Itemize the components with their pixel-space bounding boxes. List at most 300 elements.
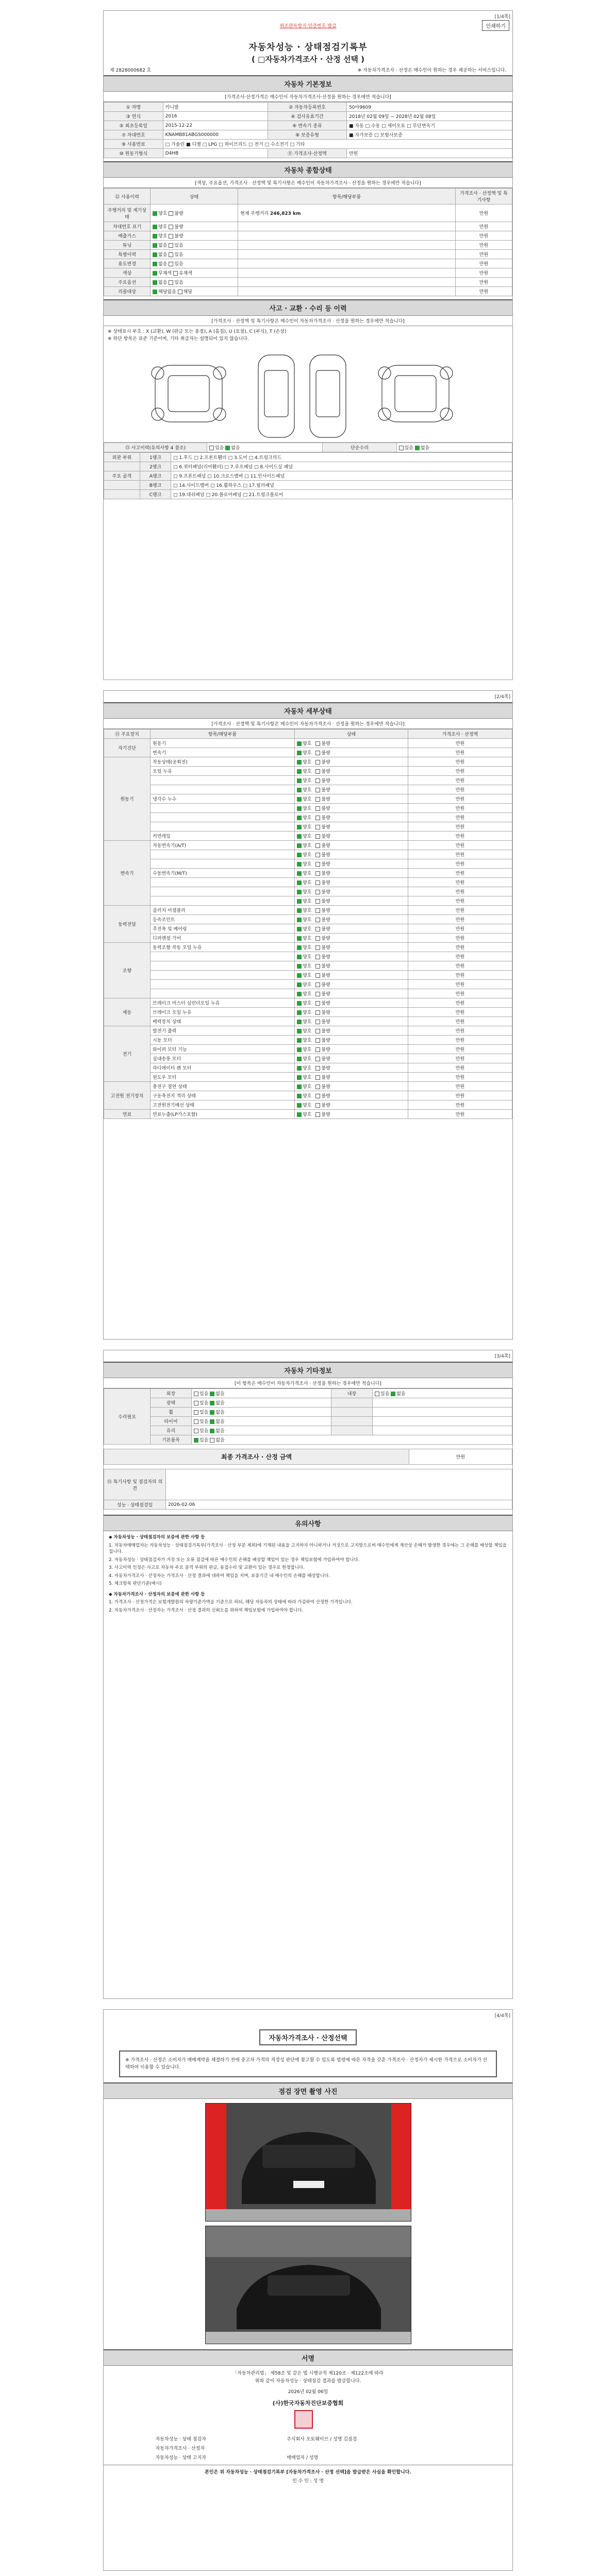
checkbox-icon[interactable]	[315, 880, 320, 885]
rank-group	[104, 462, 140, 471]
detail-group: 변속기	[104, 841, 151, 906]
detail-row	[104, 822, 512, 832]
status-good: 양호	[303, 1103, 312, 1108]
checkbox-icon[interactable]	[194, 1419, 198, 1424]
checkbox-icon[interactable]	[315, 1038, 320, 1043]
checkbox-icon[interactable]	[315, 964, 320, 969]
detail-status	[295, 1073, 408, 1082]
checkbox-checked-icon[interactable]	[297, 769, 302, 774]
detail-value: 만원	[408, 757, 512, 767]
page-topbar	[104, 2010, 512, 2021]
page-topbar	[104, 691, 512, 702]
detail-row	[104, 1036, 512, 1045]
total-table	[104, 1449, 512, 1465]
opinion-content	[166, 1469, 512, 1500]
page-3	[103, 1350, 513, 1999]
basic-cell: ⑦ 차대번호	[104, 130, 163, 140]
checkbox-icon[interactable]	[315, 899, 320, 904]
signer: 주식회사 오토웨이브 / 성명 김점검	[287, 2436, 357, 2442]
detail-item: 추진축 및 베어링	[151, 924, 295, 934]
value-cell: 만원	[456, 259, 512, 268]
accident-sub: [가격조사 · 산정액 및 특기사항은 매수인이 자동차가격조사 · 산정을 원하는 경우에만 적습니다]	[104, 316, 512, 326]
rank-level: C랭크	[140, 490, 171, 499]
checkbox-icon[interactable]	[210, 1438, 214, 1443]
checkbox-icon[interactable]	[315, 992, 320, 996]
etc-row-label: 광택	[151, 1398, 192, 1408]
checkbox-checked-icon[interactable]	[297, 816, 302, 820]
detail-status	[295, 1008, 408, 1017]
checkbox-icon[interactable]	[315, 825, 320, 829]
detail-value: 만원	[408, 739, 512, 748]
checkbox-checked-icon[interactable]	[153, 280, 157, 285]
page-4	[103, 2009, 513, 2571]
notes-title: ◆ 자동차가격조사 · 산정자의 보증에 관한 사항 등	[109, 1591, 205, 1597]
checkbox-checked-icon[interactable]	[297, 982, 302, 987]
detail-row	[104, 1110, 512, 1119]
general-item: 차대번호 표기	[104, 222, 151, 231]
checkbox-icon[interactable]	[315, 955, 320, 959]
etc-status: 있음 없음	[192, 1398, 331, 1408]
checkbox-icon[interactable]	[315, 1020, 320, 1024]
detail-head: ⑬ 주요장치	[104, 730, 151, 739]
checkbox-checked-icon[interactable]	[297, 1047, 302, 1052]
etc-status: 있음 없음	[192, 1435, 512, 1445]
detail-value: 만원	[408, 952, 512, 961]
title-block	[104, 37, 512, 64]
detail-status	[295, 961, 408, 971]
checkbox-icon[interactable]	[315, 1047, 320, 1052]
checkbox-icon[interactable]	[315, 1112, 320, 1117]
car-photo-icon	[206, 2104, 411, 2222]
checkbox-checked-icon[interactable]	[297, 945, 302, 950]
status-bad: 불량	[321, 862, 330, 867]
detail-value: 만원	[408, 1110, 512, 1119]
checkbox-icon[interactable]	[315, 741, 320, 746]
checkbox-icon[interactable]	[315, 890, 320, 894]
checkbox-icon[interactable]	[315, 871, 320, 876]
checkbox-checked-icon[interactable]	[297, 1057, 302, 1061]
checkbox-checked-icon[interactable]	[297, 1029, 302, 1033]
checkbox-icon[interactable]	[194, 1429, 198, 1433]
checkbox-icon[interactable]	[315, 853, 320, 857]
checkbox-icon[interactable]	[315, 778, 320, 783]
basic-cell: ③ 연식	[104, 112, 163, 121]
checkbox-checked-icon[interactable]	[210, 1410, 214, 1415]
detail-row	[104, 980, 512, 989]
detail-value: 만원	[408, 1017, 512, 1026]
checkbox-icon[interactable]	[315, 1066, 320, 1071]
checkbox-checked-icon[interactable]	[297, 1103, 302, 1108]
general-item: 용도변경	[104, 259, 151, 268]
checkbox-checked-icon[interactable]	[297, 936, 302, 941]
car-outline-icon	[104, 345, 512, 443]
detail-status	[295, 1045, 408, 1054]
rank-parts: □ 6.쿼터패널(리어휀더) □ 7.루프패널 □ 8.사이드실 패널	[171, 462, 512, 471]
detail-item: 라디에이터 팬 모터	[151, 1063, 295, 1073]
date-value: 2026-02-06	[166, 1500, 512, 1510]
detail-row	[104, 971, 512, 980]
checkbox-icon[interactable]	[315, 1010, 320, 1015]
detail-item	[151, 952, 295, 961]
status-good: 양호	[303, 945, 312, 951]
checkbox-icon[interactable]	[399, 446, 404, 450]
detail-item	[151, 961, 295, 971]
accident-status	[207, 443, 323, 452]
detail-item: 윈도우 모터	[151, 1073, 295, 1082]
checkbox-checked-icon[interactable]	[297, 862, 302, 867]
etc-status: 있음 없음	[192, 1408, 331, 1417]
status-bad: 불량	[321, 853, 330, 858]
etc-row-label: 내장	[331, 1389, 373, 1398]
etc-table	[104, 1388, 512, 1445]
detail-item: 디퍼렌셜 기어	[151, 934, 295, 943]
checkbox-icon[interactable]	[315, 918, 320, 922]
checkbox-icon[interactable]	[315, 1029, 320, 1033]
general-sub: [색상, 주요옵션, 가격조사 · 산정액 및 특기사항은 매수인이 자동차가격조사 · 산정을 원하는 경우에만 적습니다]	[104, 178, 512, 188]
status-good: 양호	[303, 843, 312, 849]
detail-value: 만원	[408, 1045, 512, 1054]
checkbox-icon[interactable]	[169, 243, 173, 248]
checkbox-icon[interactable]	[315, 927, 320, 931]
detail-status	[295, 1082, 408, 1091]
checkbox-icon[interactable]	[315, 1001, 320, 1006]
detail-status	[295, 998, 408, 1008]
detail-cell	[238, 250, 456, 259]
checkbox-checked-icon[interactable]	[297, 1112, 302, 1117]
general-item: 색상	[104, 268, 151, 278]
status-bad: 불량	[321, 1057, 330, 1062]
checkbox-icon[interactable]	[315, 806, 320, 811]
detail-value: 만원	[408, 767, 512, 776]
status-bad: 불량	[321, 769, 330, 774]
checkbox-icon[interactable]	[315, 769, 320, 774]
checkbox-checked-icon[interactable]	[153, 252, 157, 257]
detail-value: 만원	[408, 813, 512, 822]
checkbox-checked-icon[interactable]	[297, 1038, 302, 1043]
detail-status	[295, 971, 408, 980]
detail-status	[295, 804, 408, 813]
detail-row	[104, 1026, 512, 1036]
status-good: 양호	[303, 816, 312, 821]
checkbox-checked-icon[interactable]	[391, 1392, 395, 1396]
value-cell: 만원	[456, 205, 512, 222]
checkbox-icon[interactable]	[315, 760, 320, 765]
general-item: 주행거리 및 계기상태	[104, 205, 151, 222]
checkbox-icon[interactable]	[169, 211, 173, 216]
rank-table	[104, 452, 512, 499]
checkbox-icon[interactable]	[173, 271, 178, 276]
checkbox-icon[interactable]	[194, 1410, 198, 1415]
status-good: 양호	[303, 964, 312, 969]
checkbox-checked-icon[interactable]	[153, 290, 157, 294]
checkbox-checked-icon[interactable]	[297, 992, 302, 996]
checkbox-icon[interactable]	[169, 280, 173, 285]
checkbox-checked-icon[interactable]	[194, 1438, 198, 1443]
rank-parts: □ 1.후드 □ 2.프론트휀더 □ 3.도어 □ 4.트렁크리드	[171, 453, 512, 462]
detail-row	[104, 859, 512, 869]
basic-cell: ⑪ 가격조사·산정액	[268, 149, 346, 158]
seal-stamp	[294, 2410, 313, 2429]
checkbox-checked-icon[interactable]	[297, 964, 302, 969]
checkbox-checked-icon[interactable]	[210, 1401, 214, 1405]
status-good: 양호	[303, 927, 312, 932]
checkbox-checked-icon[interactable]	[153, 225, 157, 229]
status-bad: 불량	[321, 908, 330, 913]
checkbox-checked-icon[interactable]	[153, 234, 157, 239]
status-bad: 불량	[321, 1103, 330, 1108]
detail-row	[104, 952, 512, 961]
notes-title: ◆ 자동차성능 · 상태점검자의 보증에 관한 사항 등	[109, 1535, 205, 1540]
checkbox-checked-icon[interactable]	[210, 1392, 214, 1396]
detail-row	[104, 998, 512, 1008]
status-bad: 불량	[321, 741, 330, 747]
status-cell: 없음 있음	[151, 250, 238, 259]
checkbox-checked-icon[interactable]	[153, 271, 157, 276]
checkbox-checked-icon[interactable]	[297, 1084, 302, 1089]
print-button[interactable]: 인쇄하기	[482, 20, 509, 31]
notes-item: 3. 사고이력 인정은 사고로 자동차 주요 골격 부위의 판금, 용접수리 및 교환이 있는 경우로 한정합니다.	[109, 1565, 305, 1570]
etc-row-label: 타이어	[151, 1417, 192, 1426]
status-cell: 없음 있음	[151, 259, 238, 268]
basic-table	[104, 102, 512, 158]
checkbox-icon[interactable]	[209, 446, 214, 450]
detail-head: 상태	[295, 730, 408, 739]
checkbox-checked-icon[interactable]	[297, 1010, 302, 1015]
detail-group: 원동기	[104, 757, 151, 841]
total-title: 최종 가격조사 · 산정 금액	[104, 1449, 409, 1465]
checkbox-checked-icon[interactable]	[297, 955, 302, 959]
checkbox-checked-icon[interactable]	[297, 890, 302, 894]
page-title: 자동차성능 · 상태점검기록부	[248, 42, 368, 53]
checkbox-checked-icon[interactable]	[153, 243, 157, 248]
checkbox-icon[interactable]	[315, 1094, 320, 1098]
date-label: 성능 · 상태점검일	[104, 1500, 166, 1510]
etc-title: 자동차 기타정보	[104, 1362, 512, 1378]
meta-line	[104, 64, 512, 75]
status-good: 양호	[303, 1020, 312, 1025]
status-good: 양호	[303, 1038, 312, 1043]
detail-status	[295, 822, 408, 832]
checkbox-checked-icon[interactable]	[297, 1094, 302, 1098]
detail-item	[151, 896, 295, 906]
status-bad: 불량	[321, 918, 330, 923]
detail-item: 오일 누유	[151, 767, 295, 776]
checkbox-icon[interactable]	[315, 862, 320, 867]
detail-status	[295, 785, 408, 794]
car-photo-rear	[205, 2226, 411, 2344]
car-photo-icon	[206, 2226, 411, 2344]
checkbox-checked-icon[interactable]	[297, 788, 302, 792]
checkbox-icon[interactable]	[169, 252, 173, 257]
detail-row	[104, 785, 512, 794]
checkbox-icon[interactable]	[315, 1057, 320, 1061]
checkbox-icon[interactable]	[194, 1392, 198, 1396]
checkbox-icon[interactable]	[315, 982, 320, 987]
checkbox-checked-icon[interactable]	[297, 806, 302, 811]
checkbox-checked-icon[interactable]	[297, 973, 302, 978]
checkbox-checked-icon[interactable]	[210, 1429, 214, 1433]
checkbox-icon[interactable]	[315, 936, 320, 941]
rank-group	[104, 490, 140, 499]
detail-status	[295, 748, 408, 757]
detail-row	[104, 739, 512, 748]
detail-row	[104, 804, 512, 813]
detail-row	[104, 1063, 512, 1073]
checkbox-icon[interactable]	[194, 1401, 198, 1405]
page-number: [4/4쪽]	[494, 2013, 510, 2019]
signer: 매매업자 / 성명	[287, 2455, 319, 2461]
etc-sub: [이 항목은 매수인이 자동차가격조사 · 산정을 원하는 경우에만 적습니다]	[104, 1378, 512, 1388]
checkbox-checked-icon[interactable]	[297, 899, 302, 904]
checkbox-checked-icon[interactable]	[225, 446, 230, 450]
price-select-box: ※ 가격조사 · 산정은 소비자가 매매계약을 체결하기 전에 중고차 가격의 적정성 판단에 참고할 수 있도록 법령에 따른 자격을 갖춘 가격조사 · 산정자가 제시한 가격으로 소비자가 선택하여 이용할 수 있습니다.	[119, 2050, 497, 2077]
basic-cell: 2015-12-22	[163, 121, 268, 130]
checkbox-checked-icon[interactable]	[297, 908, 302, 913]
checkbox-checked-icon[interactable]	[297, 871, 302, 876]
detail-row	[104, 757, 512, 767]
status-good: 양호	[303, 751, 312, 756]
checkbox-icon[interactable]	[315, 843, 320, 848]
basic-cell: 2018년 02월 09일 ~ 2028년 02월 08일	[346, 112, 512, 121]
detail-row	[104, 915, 512, 924]
checkbox-icon[interactable]	[315, 945, 320, 950]
detail-status	[295, 1063, 408, 1073]
checkbox-checked-icon[interactable]	[297, 834, 302, 839]
status-bad: 불량	[321, 1094, 330, 1099]
notes-item: 5. 체크항목 판단기준(예시)	[109, 1581, 162, 1586]
checkbox-icon[interactable]	[169, 225, 173, 229]
checkbox-checked-icon[interactable]	[297, 1020, 302, 1024]
checkbox-checked-icon[interactable]	[297, 825, 302, 829]
checkbox-checked-icon[interactable]	[297, 1075, 302, 1080]
option-yes: 있음	[215, 446, 224, 451]
detail-status	[295, 1100, 408, 1110]
checkbox-icon[interactable]	[315, 788, 320, 792]
detail-item: 브레이크 오일 누유	[151, 1008, 295, 1017]
checkbox-checked-icon[interactable]	[297, 843, 302, 848]
basic-title: 자동차 기본정보	[104, 75, 512, 92]
checkbox-icon[interactable]	[375, 1392, 379, 1396]
detail-status	[295, 739, 408, 748]
detail-group: 조향	[104, 943, 151, 998]
checkbox-checked-icon[interactable]	[297, 853, 302, 857]
checkbox-checked-icon[interactable]	[153, 262, 157, 266]
checkbox-checked-icon[interactable]	[297, 880, 302, 885]
detail-status	[295, 934, 408, 943]
checkbox-icon[interactable]	[315, 1084, 320, 1089]
detail-item: 충전구 절연 상태	[151, 1082, 295, 1091]
detail-value: 만원	[408, 924, 512, 934]
opinion-label: ⑮ 특기사항 및 점검자의 의견	[104, 1469, 166, 1500]
checkbox-checked-icon[interactable]	[297, 778, 302, 783]
status-bad: 불량	[321, 899, 330, 904]
status-bad: 불량	[321, 1010, 330, 1015]
page-topbar	[104, 1350, 512, 1362]
status-good: 양호	[303, 918, 312, 923]
detail-row	[104, 832, 512, 841]
checkbox-icon[interactable]	[178, 290, 182, 294]
box-title-wrap	[104, 2029, 512, 2045]
detail-status	[295, 1017, 408, 1026]
detail-status	[295, 1110, 408, 1119]
detail-value: 만원	[408, 1063, 512, 1073]
status-bad: 불량	[321, 1112, 330, 1117]
detail-status	[295, 980, 408, 989]
checkbox-checked-icon[interactable]	[297, 741, 302, 746]
checkbox-checked-icon[interactable]	[297, 918, 302, 922]
detail-value: 만원	[408, 776, 512, 785]
checkbox-checked-icon[interactable]	[297, 1066, 302, 1071]
detail-item	[151, 887, 295, 896]
detail-item	[151, 813, 295, 822]
option-no: 없음	[231, 446, 240, 451]
detail-status	[295, 757, 408, 767]
status-good: 양호	[303, 862, 312, 867]
checkbox-checked-icon[interactable]	[297, 751, 302, 755]
detail-status	[295, 943, 408, 952]
detail-status	[295, 915, 408, 924]
checkbox-icon[interactable]	[315, 751, 320, 755]
rank-parts: □ 19.대쉬패널 □ 20.플로어패널 □ 21.트렁크플로어	[171, 490, 512, 499]
checkbox-checked-icon[interactable]	[297, 1001, 302, 1006]
detail-row	[104, 961, 512, 971]
checkbox-checked-icon[interactable]	[415, 446, 420, 450]
checkbox-checked-icon[interactable]	[153, 211, 157, 216]
role: 자동차가격조사 · 산정자	[155, 2446, 205, 2451]
basic-cell: 카니발	[163, 103, 268, 112]
checkbox-icon[interactable]	[315, 973, 320, 978]
checkbox-icon[interactable]	[315, 834, 320, 839]
checkbox-icon[interactable]	[315, 1103, 320, 1108]
detail-row	[104, 1100, 512, 1110]
status-bad: 불량	[321, 973, 330, 978]
checkbox-icon[interactable]	[315, 908, 320, 913]
status-bad: 불량	[321, 1084, 330, 1090]
detail-value: 만원	[408, 989, 512, 998]
checkbox-icon[interactable]	[315, 1075, 320, 1080]
rank-level: 1랭크	[140, 453, 171, 462]
checkbox-checked-icon[interactable]	[297, 797, 302, 802]
detail-head: 가격조사 · 산정액	[408, 730, 512, 739]
detail-item	[151, 822, 295, 832]
status-bad: 불량	[321, 992, 330, 997]
checkbox-icon[interactable]	[315, 797, 320, 802]
car-photo-front	[205, 2103, 411, 2222]
rank-group: 주요 골격	[104, 471, 140, 481]
detail-value: 만원	[408, 896, 512, 906]
status-good: 양호	[303, 890, 312, 895]
notes-block	[104, 1531, 512, 1618]
status-good: 양호	[303, 1010, 312, 1015]
detail-row	[104, 767, 512, 776]
opinion-table	[104, 1469, 512, 1510]
status-bad: 불량	[321, 778, 330, 784]
notes-item: 1. 자동차매매업자는 자동차성능 · 상태점검기록부(가격조사 · 산정 부분 제외)에 기재된 내용을 고지하지 아니하거나 거짓으로 고지함으로써 매수인에게 재산상 손해가 발생한 경우에는 그 손해를 배상할 책임을 집니다.	[109, 1543, 507, 1554]
detail-row	[104, 1008, 512, 1017]
checkbox-checked-icon[interactable]	[210, 1419, 214, 1424]
status-good: 양호	[303, 778, 312, 784]
etc-row-label: 기본품목	[151, 1435, 192, 1445]
checkbox-icon[interactable]	[315, 816, 320, 820]
checkbox-checked-icon[interactable]	[297, 760, 302, 765]
checkbox-icon[interactable]	[169, 234, 173, 239]
detail-cell	[238, 268, 456, 278]
detail-item	[151, 971, 295, 980]
checkbox-checked-icon[interactable]	[297, 927, 302, 931]
page-number: [2/4쪽]	[494, 694, 510, 700]
warning-link[interactable]: 위조판독방지 인증번호 발급	[279, 24, 337, 29]
checkbox-icon[interactable]	[169, 262, 173, 266]
